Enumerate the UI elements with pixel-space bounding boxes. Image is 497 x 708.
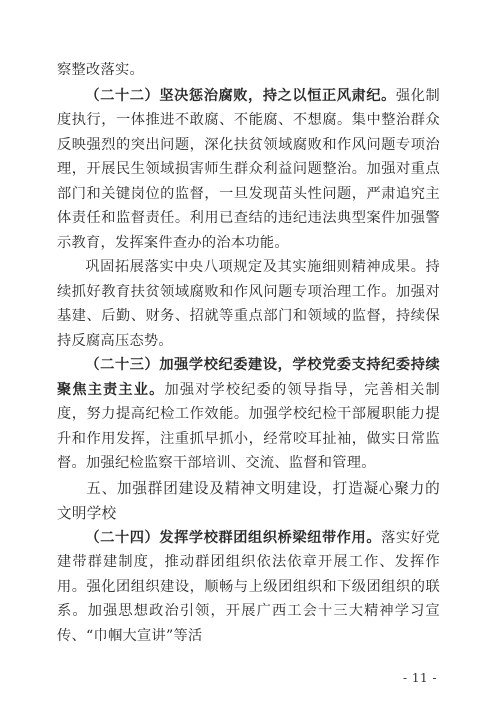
- document-body: [57, 58, 440, 648]
- page-number: - 11 -: [402, 671, 437, 685]
- paragraph-text: 巩固拓展落实中央八项规定及其实施细则精神成果。持续抓好教育扶贫领域腐败和作风问题专项治理工作。加强对基建、后勤、财务、招就等重点部门和领域的监督，持续保持反腐高压态势。: [57, 259, 440, 349]
- paragraph-heading-24: （二十四）发挥学校群团组织桥梁纽带作用。: [85, 529, 382, 546]
- paragraph-heading-23: （二十三）加强学校纪委建设，学校党委支持纪委持续聚焦主责主业。: [57, 357, 440, 398]
- paragraph-continuation: [57, 58, 440, 83]
- section-title-text: 五、加强群团建设及精神文明建设，打造凝心聚力的文明学校: [57, 479, 440, 522]
- section-title-5: [57, 476, 440, 526]
- paragraph-22: [57, 84, 440, 256]
- paragraph-text-24: 落实好党建带群建制度，推动群团组织依法依章开展工作、发挥作用。强化团组织建设，顺畅与上级团组织和下级团组织的联系。加强思想政治引领，开展广西工会十三大精神学习宣传、“巾帼大宣讲”等活: [57, 529, 440, 644]
- paragraph-consolidate: [57, 255, 440, 353]
- paragraph-text-22: 强化制度执行，一体推进不敢腐、不能腐、不想腐。集中整治群众反映强烈的突出问题，深化扶贫领域腐败和作风问题专项治理，开展民生领域损害师生群众利益问题整治。加强对重点部门和关键岗位的监督，一旦发现苗头性问题，严肃追究主体责任和监督责任。利用已查结的违纪违法典型案件加强警示教育，发挥案件查办的治本功能。: [57, 87, 440, 251]
- paragraph-text: 察整改落实。: [57, 62, 144, 78]
- paragraph-24: [57, 526, 440, 649]
- paragraph-text-23: 加强对学校纪委的领导指导，完善相关制度，努力提高纪检工作效能。加强学校纪检干部履职能力提升和作用发挥，注重抓早抓小，经常咬耳扯袖，做实日常监督。加强纪检监察干部培训、交流、监督和管理。: [57, 381, 440, 471]
- paragraph-23: [57, 353, 440, 476]
- paragraph-heading-22: （二十二）坚决惩治腐败，持之以恒正风肃纪。: [85, 87, 396, 104]
